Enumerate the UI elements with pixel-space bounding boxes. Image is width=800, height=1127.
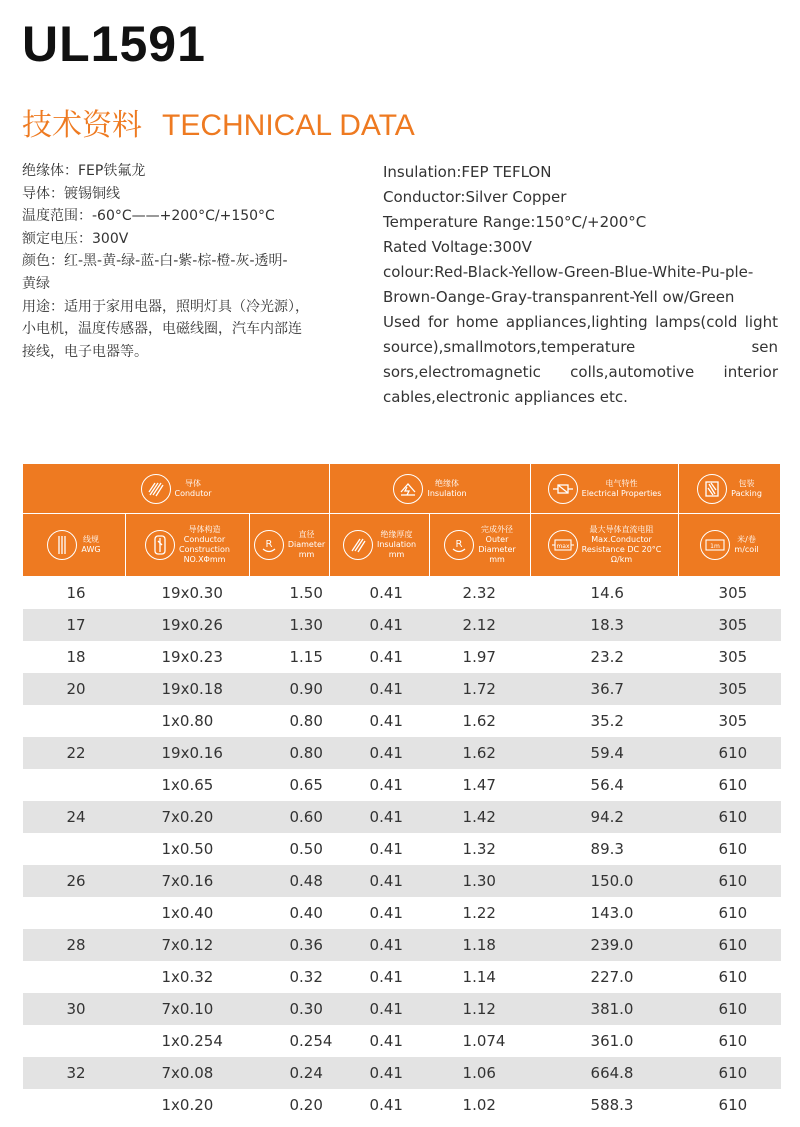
cell-outer-diameter: 1.62 xyxy=(462,712,496,730)
cell-resistance: 36.7 xyxy=(531,673,679,705)
cell-packing: 610 xyxy=(679,865,781,897)
cell-awg: 30 xyxy=(23,993,126,1025)
cell-resistance: 89.3 xyxy=(590,840,624,858)
group-packing-cn: 包装 xyxy=(738,478,755,488)
col-diameter-en1: Diameter xyxy=(287,540,326,549)
cell-outer-diameter: 1.47 xyxy=(462,776,496,794)
cell-diameter: 1.30 xyxy=(250,609,330,641)
page-title: UL1591 xyxy=(22,16,206,72)
col-construction-en1: Conductor xyxy=(183,535,226,544)
cell-diameter: 0.90 xyxy=(250,673,330,705)
cell-resistance: 588.3 xyxy=(590,1096,634,1114)
col-packing-en: m/coil xyxy=(734,545,759,554)
cell-packing: 305 xyxy=(718,648,748,666)
cell-diameter: 0.30 xyxy=(250,993,330,1025)
group-insulation-cn: 绝缘体 xyxy=(435,478,460,488)
cell-packing: 305 xyxy=(679,609,781,641)
col-insulation-thickness xyxy=(330,514,430,577)
col-packing xyxy=(679,514,781,577)
cell-diameter: 0.254 xyxy=(289,1032,333,1050)
cell-outer-diameter: 1.14 xyxy=(462,968,496,986)
cell-awg xyxy=(23,833,126,865)
col-resistance-cn: 最大导体直流电阻 xyxy=(589,525,654,534)
cell-awg xyxy=(23,705,126,737)
col-outer-diameter-en1: Outer xyxy=(485,535,509,544)
cell-outer-diameter: 1.72 xyxy=(430,673,531,705)
table-column-header xyxy=(23,514,781,577)
cell-outer-diameter: 1.22 xyxy=(462,904,496,922)
cell-outer-diameter: 1.18 xyxy=(430,929,531,961)
cell-packing: 610 xyxy=(718,968,748,986)
cell-awg xyxy=(23,961,126,993)
cell-diameter: 0.80 xyxy=(250,737,330,769)
spec-cn-line: 黄绿 xyxy=(22,275,50,292)
cell-construction: 7x0.16 xyxy=(126,865,250,897)
col-packing-cn: 米/卷 xyxy=(737,535,756,544)
col-resistance-en3: Ω/km xyxy=(610,555,633,564)
table-row xyxy=(23,1057,781,1089)
table-row xyxy=(23,577,781,610)
cell-construction: 7x0.20 xyxy=(126,801,250,833)
table-row xyxy=(23,929,781,961)
cell-awg xyxy=(23,769,126,801)
spec-conductor: Conductor:Silver Copper xyxy=(383,188,567,206)
table-row xyxy=(23,1025,781,1057)
cell-awg xyxy=(23,1025,126,1057)
col-diameter-cn: 直径 xyxy=(298,530,315,539)
cell-resistance: 664.8 xyxy=(531,1057,679,1089)
col-resistance-en1: Max.Conductor xyxy=(591,535,652,544)
spec-cn-line: 温度范围：-60°C——+200°C/+150°C xyxy=(22,208,275,225)
table-row xyxy=(23,673,781,705)
cell-resistance: 361.0 xyxy=(590,1032,634,1050)
group-electrical xyxy=(531,464,679,514)
insulated-wire-icon xyxy=(343,530,373,560)
cell-diameter: 0.32 xyxy=(289,968,323,986)
cell-packing: 305 xyxy=(679,673,781,705)
spec-cn-line: 绝缘体：FEP铁氟龙 xyxy=(22,163,146,179)
spec-cn-line: 颜色：红-黑-黄-绿-蓝-白-紫-棕-橙-灰-透明- xyxy=(22,253,288,270)
cell-packing: 610 xyxy=(679,929,781,961)
group-packing xyxy=(679,464,781,514)
spec-list-cn xyxy=(22,160,352,363)
table-group-header xyxy=(23,464,781,514)
cell-construction: 7x0.08 xyxy=(126,1057,250,1089)
table-row xyxy=(23,641,781,673)
cell-outer-diameter: 1.12 xyxy=(430,993,531,1025)
insulation-icon xyxy=(393,474,423,504)
group-insulation-en: Insulation xyxy=(427,488,467,498)
col-outer-diameter xyxy=(430,514,531,577)
section-heading xyxy=(22,104,415,148)
cell-outer-diameter: 2.12 xyxy=(430,609,531,641)
spec-cn-line: 用途：适用于家用电器，照明灯具（冷光源）， xyxy=(22,298,309,315)
col-insulation-thickness-cn: 绝缘厚度 xyxy=(380,530,413,539)
col-insulation-thickness-en1: Insulation xyxy=(376,540,417,549)
cell-insulation: 0.41 xyxy=(330,865,430,897)
col-diameter xyxy=(250,514,330,577)
cell-packing: 610 xyxy=(679,1057,781,1089)
r-ring-icon xyxy=(444,530,474,560)
cell-construction: 1x0.20 xyxy=(161,1096,214,1114)
cell-resistance: 35.2 xyxy=(590,712,624,730)
spec-cn-line: 导体：镀锡铜线 xyxy=(22,185,120,202)
cell-outer-diameter: 1.62 xyxy=(430,737,531,769)
cell-packing: 610 xyxy=(679,737,781,769)
table-body xyxy=(23,577,781,1122)
cell-diameter: 0.65 xyxy=(289,776,323,794)
cell-construction: 1x0.254 xyxy=(161,1032,223,1050)
max-text: max xyxy=(556,543,570,550)
cell-awg: 32 xyxy=(23,1057,126,1089)
cell-construction: 7x0.12 xyxy=(126,929,250,961)
section-heading-en: TECHNICAL DATA xyxy=(162,109,415,142)
cell-insulation: 0.41 xyxy=(330,673,430,705)
cell-awg xyxy=(23,1089,126,1121)
cell-diameter: 0.36 xyxy=(250,929,330,961)
cell-construction: 19x0.23 xyxy=(161,648,223,666)
cell-resistance: 94.2 xyxy=(531,801,679,833)
cell-diameter: 0.24 xyxy=(250,1057,330,1089)
meter-roll-icon xyxy=(700,530,730,560)
group-conductor-en: Condutor xyxy=(174,488,212,498)
cell-insulation: 0.41 xyxy=(369,904,403,922)
cell-resistance: 56.4 xyxy=(590,776,624,794)
cell-construction: 19x0.16 xyxy=(126,737,250,769)
col-insulation-thickness-en2: mm xyxy=(388,550,405,559)
meter-text: 1m xyxy=(710,543,721,550)
cell-packing: 610 xyxy=(718,904,748,922)
cell-resistance: 239.0 xyxy=(531,929,679,961)
col-outer-diameter-cn: 完成外径 xyxy=(481,525,514,534)
cell-resistance: 381.0 xyxy=(531,993,679,1025)
cable-icon xyxy=(145,530,175,560)
cell-insulation: 0.41 xyxy=(330,609,430,641)
cell-awg: 17 xyxy=(23,609,126,641)
cell-awg: 22 xyxy=(23,737,126,769)
col-awg xyxy=(23,514,126,577)
cell-construction: 1x0.40 xyxy=(161,904,214,922)
cell-insulation: 0.41 xyxy=(369,776,403,794)
col-awg-en: AWG xyxy=(81,545,101,554)
cell-awg xyxy=(23,897,126,929)
resistor-icon xyxy=(548,474,578,504)
table-row xyxy=(23,801,781,833)
max-resistor-icon xyxy=(548,530,578,560)
cell-resistance: 150.0 xyxy=(531,865,679,897)
section-heading-cn: 技术资料 xyxy=(22,109,142,142)
spec-usage: Used for home appliances,lighting lamps(cold light source),smallmotors,temperature sen sors,electromagnetic colls,automotive interior cables,electronic appliances etc. xyxy=(383,313,778,406)
cell-outer-diameter: 1.42 xyxy=(430,801,531,833)
cell-insulation: 0.41 xyxy=(369,840,403,858)
table-row xyxy=(23,1089,781,1121)
group-conductor-cn: 导体 xyxy=(185,478,202,488)
group-electrical-en: Electrical Properties xyxy=(581,488,662,498)
cell-insulation: 0.41 xyxy=(369,648,403,666)
cell-insulation: 0.41 xyxy=(330,1057,430,1089)
spec-insulation: Insulation:FEP TEFLON xyxy=(383,163,552,181)
col-awg-cn: 线规 xyxy=(83,535,99,544)
cell-resistance: 14.6 xyxy=(590,584,624,602)
spec-cn-line: 小电机，温度传感器，电磁线圈，汽车内部连 xyxy=(22,321,302,338)
cell-insulation: 0.41 xyxy=(369,584,403,602)
cell-diameter: 0.40 xyxy=(289,904,323,922)
cell-outer-diameter: 1.06 xyxy=(430,1057,531,1089)
col-construction xyxy=(126,514,250,577)
r-letter: R xyxy=(265,539,273,550)
cell-construction: 1x0.65 xyxy=(161,776,214,794)
cell-insulation: 0.41 xyxy=(369,1096,403,1114)
cell-diameter: 1.15 xyxy=(289,648,323,666)
cell-resistance: 59.4 xyxy=(531,737,679,769)
cell-construction: 7x0.10 xyxy=(126,993,250,1025)
cell-packing: 610 xyxy=(718,1032,748,1050)
spec-colour: colour:Red-Black-Yellow-Green-Blue-White-Pu-ple-Brown-Oange-Gray-transpanrent-Yell ow/Green xyxy=(383,263,754,306)
cell-resistance: 143.0 xyxy=(590,904,634,922)
cell-resistance: 23.2 xyxy=(590,648,624,666)
cell-outer-diameter: 1.97 xyxy=(462,648,496,666)
cell-resistance: 227.0 xyxy=(590,968,634,986)
table-row xyxy=(23,961,781,993)
cell-diameter: 0.48 xyxy=(250,865,330,897)
col-construction-en3: NO.XΦmm xyxy=(183,555,226,564)
col-outer-diameter-en3: mm xyxy=(489,555,505,564)
cell-awg: 16 xyxy=(66,584,86,602)
group-conductor xyxy=(23,464,330,514)
cell-construction: 1x0.32 xyxy=(161,968,214,986)
table-row xyxy=(23,705,781,737)
cell-packing: 305 xyxy=(718,712,748,730)
col-construction-en2: Construction xyxy=(179,545,230,554)
cell-resistance: 18.3 xyxy=(531,609,679,641)
group-packing-en: Packing xyxy=(731,488,762,498)
cell-diameter: 0.20 xyxy=(289,1096,323,1114)
cell-insulation: 0.41 xyxy=(369,968,403,986)
technical-data-table xyxy=(22,463,781,1121)
cell-insulation: 0.41 xyxy=(330,801,430,833)
cell-packing: 610 xyxy=(679,993,781,1025)
cell-insulation: 0.41 xyxy=(330,929,430,961)
cell-diameter: 0.50 xyxy=(289,840,323,858)
group-insulation xyxy=(330,464,531,514)
table-row xyxy=(23,865,781,897)
cell-outer-diameter: 1.074 xyxy=(462,1032,506,1050)
group-electrical-cn: 电气特性 xyxy=(605,478,638,488)
cell-insulation: 0.41 xyxy=(369,712,403,730)
spec-voltage: Rated Voltage:300V xyxy=(383,238,532,256)
table-row xyxy=(23,737,781,769)
cell-diameter: 0.60 xyxy=(250,801,330,833)
cell-construction: 19x0.30 xyxy=(161,584,223,602)
cell-awg: 18 xyxy=(66,648,86,666)
cell-construction: 1x0.80 xyxy=(161,712,214,730)
r-letter: R xyxy=(455,539,463,550)
col-resistance xyxy=(531,514,679,577)
spec-temperature: Temperature Range:150°C/+200°C xyxy=(383,213,647,231)
cell-construction: 19x0.26 xyxy=(126,609,250,641)
table-row xyxy=(23,609,781,641)
spec-cn-line: 接线，电子电器等。 xyxy=(22,343,148,360)
cell-insulation: 0.41 xyxy=(330,993,430,1025)
r-ring-icon xyxy=(254,530,284,560)
cell-awg: 28 xyxy=(23,929,126,961)
cell-construction: 1x0.50 xyxy=(161,840,214,858)
cell-insulation: 0.41 xyxy=(369,1032,403,1050)
col-diameter-en2: mm xyxy=(298,550,315,559)
table-row xyxy=(23,993,781,1025)
spec-cn-line: 额定电压：300V xyxy=(22,230,129,247)
spool-icon xyxy=(697,474,727,504)
cell-outer-diameter: 2.32 xyxy=(462,584,496,602)
cell-packing: 305 xyxy=(718,584,748,602)
wire-icon xyxy=(47,530,77,560)
cell-packing: 610 xyxy=(718,1096,748,1114)
col-resistance-en2: Resistance DC 20°C xyxy=(581,545,662,554)
cell-construction: 19x0.18 xyxy=(126,673,250,705)
table-row xyxy=(23,897,781,929)
cell-outer-diameter: 1.30 xyxy=(430,865,531,897)
table-row xyxy=(23,833,781,865)
cell-diameter: 1.50 xyxy=(289,584,323,602)
cell-awg: 26 xyxy=(23,865,126,897)
col-construction-cn: 导体构造 xyxy=(188,525,221,534)
cell-outer-diameter: 1.32 xyxy=(462,840,496,858)
cell-packing: 610 xyxy=(718,840,748,858)
cell-packing: 610 xyxy=(679,801,781,833)
cell-awg: 20 xyxy=(23,673,126,705)
cell-packing: 610 xyxy=(718,776,748,794)
cell-diameter: 0.80 xyxy=(289,712,323,730)
table-row xyxy=(23,769,781,801)
cell-insulation: 0.41 xyxy=(330,737,430,769)
cell-awg: 24 xyxy=(23,801,126,833)
col-outer-diameter-en2: Diameter xyxy=(478,545,516,554)
spec-list-en xyxy=(383,160,778,410)
cell-outer-diameter: 1.02 xyxy=(462,1096,496,1114)
stranded-wire-icon xyxy=(141,474,171,504)
